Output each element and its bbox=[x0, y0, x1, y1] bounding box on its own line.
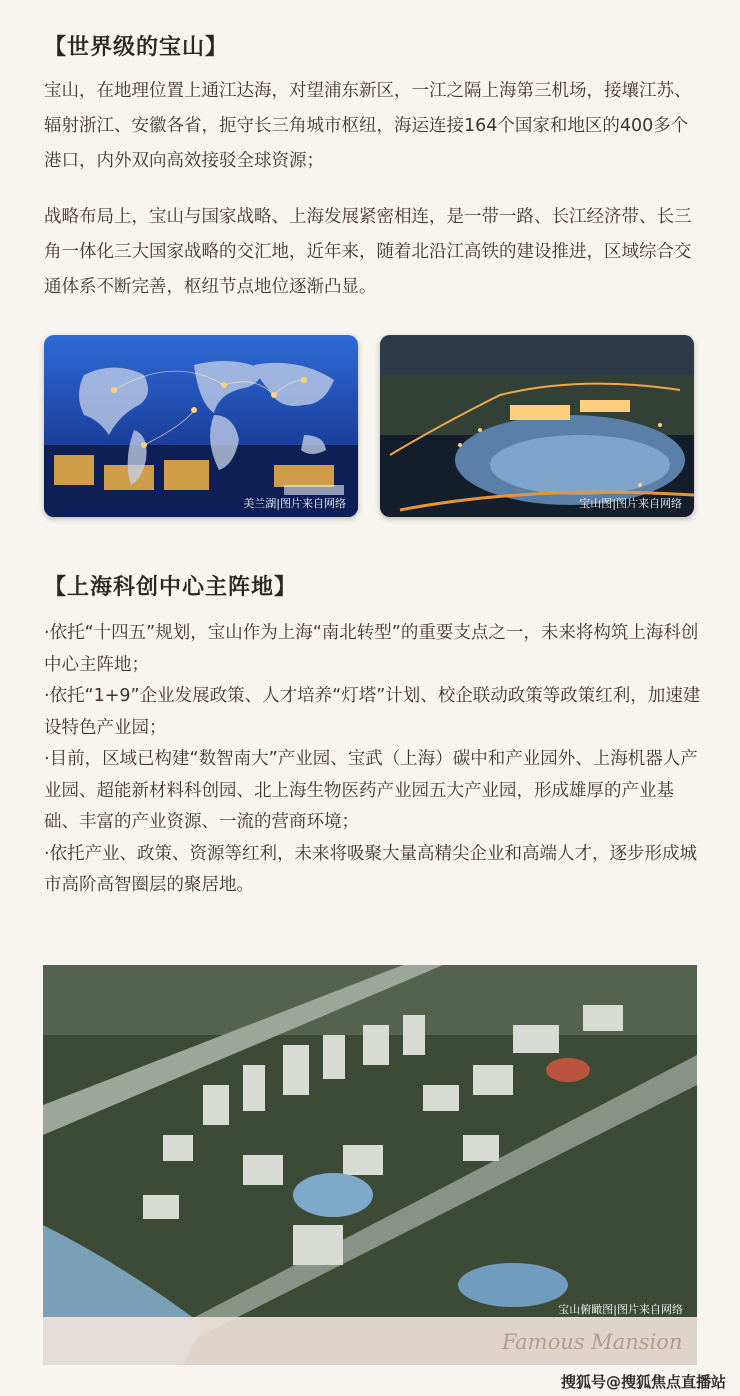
night-lake-illustration bbox=[380, 335, 694, 517]
list-item: ·依托“十四五”规划，宝山作为上海“南北转型”的重要支点之一，未来将构筑上海科创中心主阵地； bbox=[44, 623, 699, 675]
left-photo-caption: 美兰湖|图片来自网络 bbox=[243, 497, 346, 510]
list-item: ·依托“1+9”企业发展政策、人才培养“灯塔”计划、校企联动政策等政策红利，加速建设特色产业园； bbox=[44, 686, 701, 738]
intro-paragraph-strategy: 战略布局上，宝山与国家战略、上海发展紧密相连，是一带一路、长江经济带、长三角一体化三大国家战略的交汇地，近年来，随着北沿江高铁的建设推进，区域综合交通体系不断完善，枢纽节点地位逐渐凸显。 bbox=[44, 207, 692, 297]
port-world-map-photo bbox=[44, 335, 358, 517]
watermark: 搜狐号@搜狐焦点直播站 bbox=[560, 1373, 726, 1391]
tech-hub-bullet-list bbox=[44, 618, 704, 902]
list-item: ·目前，区域已构建“数智南大”产业园、宝武（上海）碳中和产业园外、上海机器人产业园、超能新材料科创园、北上海生物医药产业园五大产业园，形成雄厚的产业基础、丰富的产业资源、一流的营商环境； bbox=[44, 749, 698, 832]
section-tech-hub-heading: 【上海科创中心主阵地】 bbox=[44, 575, 298, 600]
right-photo-caption: 宝山图|图片来自网络 bbox=[579, 497, 682, 510]
baoshan-night-photo bbox=[380, 335, 694, 517]
section-world-class-heading: 【世界级的宝山】 bbox=[44, 35, 229, 60]
port-world-map-illustration bbox=[44, 335, 358, 517]
baoshan-aerial-photo bbox=[43, 965, 697, 1365]
intro-paragraph-location: 宝山，在地理位置上通江达海，对望浦东新区，一江之隔上海第三机场，接壤江苏、辐射浙江、安徽各省，扼守长三角城市枢纽，海运连接164个国家和地区的400多个港口，内外双向高效接驳全球资源； bbox=[44, 81, 692, 171]
brand-signature: Famous Mansion bbox=[502, 1330, 683, 1354]
aerial-photo-caption: 宝山俯瞰图|图片来自网络 bbox=[558, 1303, 683, 1316]
list-item: ·依托产业、政策、资源等红利，未来将吸聚大量高精尖企业和高端人才，逐步形成城市高阶高智圈层的聚居地。 bbox=[44, 843, 698, 895]
